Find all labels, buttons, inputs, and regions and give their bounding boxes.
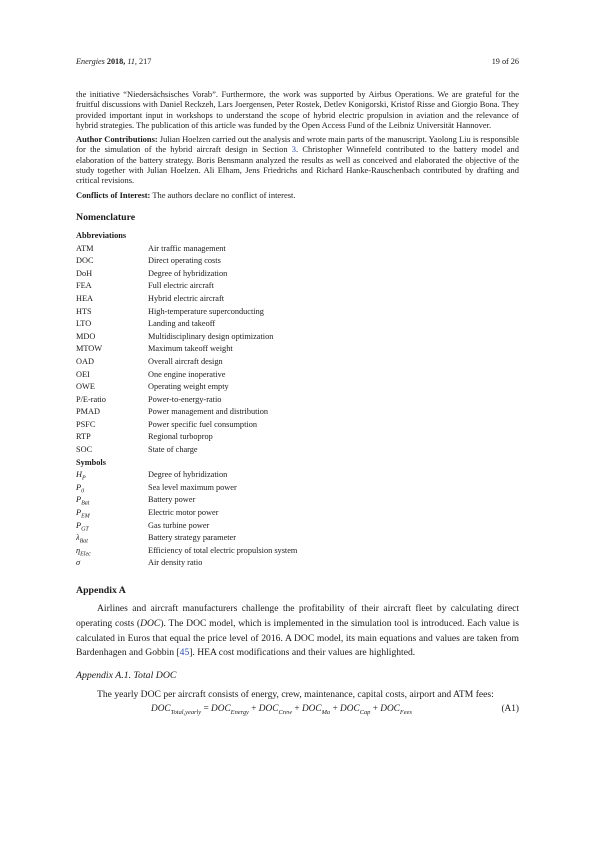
symbol-row (76, 469, 519, 482)
equation-term (259, 704, 292, 714)
author-contributions-label: Author Contributions: (76, 134, 158, 145)
symbol-row (76, 520, 519, 533)
equation-lhs (151, 704, 201, 714)
symbol-row (76, 494, 519, 507)
abbreviation-row (76, 369, 519, 382)
symbol-base: P (76, 520, 82, 530)
abbreviation-term: OWE (76, 382, 95, 392)
abbreviation-definition: High-temperature superconducting (148, 306, 264, 316)
plus-sign: + (332, 703, 338, 714)
abbreviation-definition: Maximum takeoff weight (148, 344, 233, 354)
symbol-subscript: GT (81, 526, 89, 533)
appendix-text-cont: ). The DOC model, which is implemented in the simulation tool is introduced. Each value is calculated in Euros that equal the price level of 2016. A DOC model, its main equations and values are taken from Bardenhagen and Gobbin [ (76, 617, 519, 659)
journal-volume: 11, (127, 57, 137, 66)
acknowledgments-paragraph: the initiative “Niedersächsisches Vorab”. Furthermore, the work was supported by Airbus Operations. We are grateful for the fruitful discussions with Daniel Reckzeh, Lars Joergensen, Peter Rostek, Detlev Konigorski, Kristof Risse and Giorgio Bona. They provided important input in workshops to understand the scope of hybrid electric propulsion in aviation and the relevance of hybrid strategies. The publication of this article was funded by the Open Access Fund of the Leibniz Universität Hannover. (76, 89, 519, 130)
abbreviation-definition: Full electric aircraft (148, 281, 214, 291)
symbols-group-label (76, 457, 519, 470)
appendix-paragraph-2: The yearly DOC per aircraft consists of energy, crew, maintenance, capital costs, airport and ATM fees: (97, 689, 494, 701)
abbreviation-row (76, 243, 519, 256)
equation-term (302, 704, 330, 714)
symbol-base: λ (76, 533, 80, 543)
symbol-definition: Gas turbine power (148, 520, 210, 530)
abbreviation-definition: One engine inoperative (148, 369, 226, 379)
symbol-base: P (76, 495, 82, 505)
symbol-subscript: 0 (81, 488, 85, 495)
group-label: Abbreviations (76, 230, 127, 240)
abbreviation-row (76, 306, 519, 319)
symbol-base: H (76, 470, 82, 480)
page-header (76, 57, 519, 69)
journal-year: 2018, (106, 57, 126, 66)
abbreviation-definition: Direct operating costs (148, 256, 221, 266)
equation-subscript: Energy (230, 708, 249, 716)
abbreviation-term: MTOW (76, 344, 103, 354)
equation-subscript: Ma (321, 708, 331, 716)
abbreviation-term: SOC (76, 445, 93, 455)
equation-number: (A1) (501, 703, 519, 714)
appendix-text: Airlines and aircraft manufacturers challenge the profitability of their aircraft fleet by calculating direct operating costs ( (76, 603, 519, 629)
section-link[interactable]: 3 (291, 144, 297, 155)
abbreviation-row (76, 318, 519, 331)
equation-a1 (76, 704, 519, 718)
symbol-row (76, 532, 519, 545)
abbreviation-definition: Operating weight empty (148, 382, 229, 392)
equation-subscript: Cap (359, 708, 371, 716)
abbreviation-row (76, 406, 519, 419)
symbol-base: P (76, 508, 82, 518)
equation-term (340, 704, 370, 714)
symbol-subscript: EM (81, 513, 90, 520)
author-contributions-text-cont: . Christopher Winnefeld contributed to the battery model and elaboration of the battery strategy. Boris Bensmann analyzed the results as well as conceived and elaborated the objective of the study together with Julian Hoelzen. Ali Elham, Jens Friedrichs and Richard Hanke-Rauschenbach contributed by drafting and critical revisions. (76, 144, 519, 186)
equation-term (211, 704, 249, 714)
symbol-definition: Battery power (148, 495, 196, 505)
abbreviation-definition: Regional turboprop (148, 432, 213, 442)
journal-pages: 217 (139, 57, 152, 66)
symbol-definition: Sea level maximum power (148, 482, 237, 492)
doc-symbol: DOC (140, 617, 161, 629)
abbreviation-definition: Power-to-energy-ratio (148, 394, 222, 404)
abbreviation-term: ATM (76, 243, 94, 253)
equals-sign: = (203, 703, 209, 714)
abbreviation-term: P/E-ratio (76, 394, 106, 404)
equation-symbol: DOC (301, 703, 322, 714)
plus-sign: + (372, 703, 378, 714)
conflicts-text: The authors declare no conflict of interest. (150, 189, 296, 200)
symbol-definition: Electric motor power (148, 508, 219, 518)
equation-symbol: DOC (380, 703, 400, 714)
appendix-subheading: Appendix A.1. Total DOC (76, 670, 177, 682)
group-label: Symbols (76, 457, 106, 467)
equation-term (380, 704, 412, 714)
symbol-definition: Degree of hybridization (148, 470, 228, 480)
abbreviation-definition: Landing and takeoff (148, 319, 216, 329)
abbreviations-group-label (76, 230, 519, 243)
abbreviation-row (76, 255, 519, 268)
symbol-definition: Battery strategy parameter (148, 533, 236, 543)
symbol-subscript: Bat (81, 501, 90, 508)
journal-name: Energies (76, 57, 105, 66)
appendix-heading: Appendix A (76, 585, 126, 596)
nomenclature-heading: Nomenclature (76, 211, 136, 223)
abbreviation-definition: State of charge (148, 445, 198, 455)
abbreviation-row (76, 343, 519, 356)
abbreviation-row (76, 356, 519, 369)
equation-symbol: DOC (340, 703, 360, 714)
abbreviation-row (76, 444, 519, 457)
conflicts-paragraph (76, 190, 519, 200)
symbol-row (76, 482, 519, 495)
abbreviation-definition: Overall aircraft design (148, 356, 223, 366)
abbreviation-term: FEA (76, 281, 92, 291)
plus-sign: + (294, 703, 300, 714)
abbreviation-row (76, 381, 519, 394)
abbreviation-term: DoH (76, 268, 93, 278)
journal-citation (76, 57, 151, 66)
conflicts-label: Conflicts of Interest: (76, 189, 151, 200)
abbreviations-list (76, 243, 519, 457)
author-contributions-paragraph (76, 134, 519, 185)
symbol-definition: Efficiency of total electric propulsion system (148, 545, 298, 555)
abbreviation-definition: Air traffic management (148, 243, 226, 253)
symbol-base: η (76, 545, 81, 555)
symbol-base: σ (76, 558, 81, 568)
symbol-row (76, 545, 519, 558)
page-number: 19 of 26 (491, 57, 519, 66)
abbreviation-term: HTS (76, 306, 92, 316)
symbol-base: P (76, 482, 82, 492)
page-content (76, 89, 519, 718)
abbreviation-term: RTP (76, 432, 91, 442)
abbreviation-row (76, 394, 519, 407)
symbol-term (76, 557, 80, 570)
abbreviation-row (76, 268, 519, 281)
abbreviation-term: MDO (76, 331, 96, 341)
abbreviation-row (76, 331, 519, 344)
abbreviation-term: DOC (76, 256, 94, 266)
plus-sign: + (251, 703, 257, 714)
symbol-row (76, 557, 519, 570)
equation-subscript: Crew (278, 708, 293, 716)
abbreviation-term: PSFC (76, 419, 96, 429)
appendix-paragraph-1 (76, 602, 519, 661)
equation-symbol: DOC (211, 703, 231, 714)
symbol-definition: Air density ratio (148, 558, 203, 568)
abbreviation-definition: Degree of hybridization (148, 268, 228, 278)
equation-body (151, 704, 412, 716)
symbol-row (76, 507, 519, 520)
abbreviation-definition: Power specific fuel consumption (148, 419, 257, 429)
symbol-subscript: Bat (79, 538, 88, 545)
abbreviation-definition: Multidisciplinary design optimization (148, 331, 274, 341)
abbreviation-term: OAD (76, 356, 94, 366)
nomenclature-table (76, 230, 519, 570)
equation-subscript: Fees (399, 708, 412, 716)
abbreviation-definition: Power management and distribution (148, 407, 269, 417)
abbreviation-definition: Hybrid electric aircraft (148, 293, 225, 303)
abbreviation-term: HEA (76, 293, 94, 303)
author-contributions-text: Julian Hoelzen carried out the analysis and wrote main parts of the manuscript. Yaolong Liu is responsible for the simulation of the hybrid aircraft design in Section (76, 134, 519, 155)
equation-subscript: Total,yearly (170, 708, 202, 716)
abbreviation-row (76, 419, 519, 432)
abbreviation-term: OEI (76, 369, 90, 379)
abbreviation-row (76, 431, 519, 444)
equation-symbol: DOC (151, 703, 171, 714)
appendix-text-end: ]. HEA cost modifications and their values are highlighted. (189, 647, 416, 659)
abbreviation-row (76, 280, 519, 293)
symbol-subscript: P (82, 475, 86, 482)
abbreviation-term: LTO (76, 319, 92, 329)
symbols-list (76, 469, 519, 570)
equation-symbol: DOC (258, 703, 279, 714)
abbreviation-term: PMAD (76, 407, 100, 417)
reference-link[interactable]: 45 (179, 647, 190, 659)
symbol-subscript: Elec (80, 551, 91, 558)
abbreviation-row (76, 293, 519, 306)
